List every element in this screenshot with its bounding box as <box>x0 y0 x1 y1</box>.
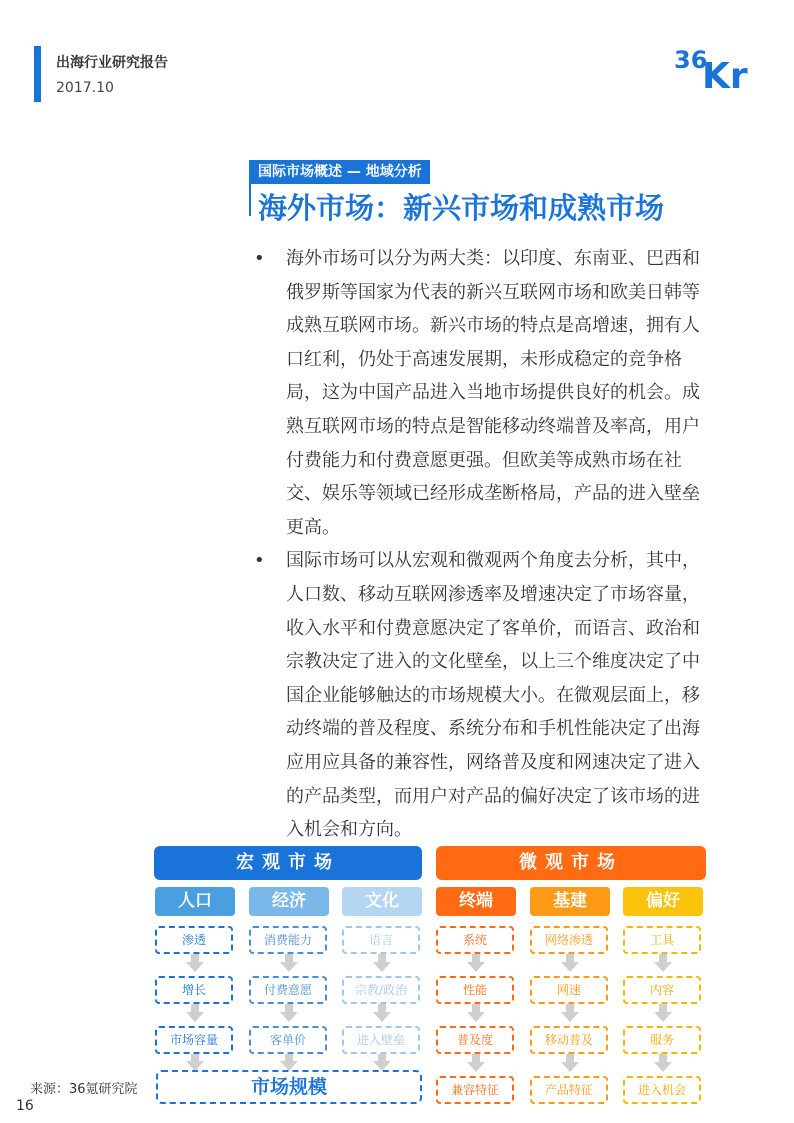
factor-box: 市场容量 <box>155 1026 233 1054</box>
flow-arrow-icon <box>373 962 391 972</box>
category-box: 基建 <box>530 887 610 916</box>
source-note: 来源：36氪研究院 <box>30 1082 138 1097</box>
factor-box: 内容 <box>623 976 701 1004</box>
flow-arrow-stem <box>472 1054 480 1062</box>
factor-box: 增长 <box>155 976 233 1004</box>
factor-box: 语言 <box>342 926 420 954</box>
factor-box: 进入机会 <box>623 1076 701 1104</box>
report-date: 2017.10 <box>56 80 114 96</box>
section-tag: 国际市场概述 — 地域分析 <box>250 160 430 184</box>
flow-arrow-stem <box>659 1004 667 1012</box>
factor-box: 付费意愿 <box>249 976 327 1004</box>
factor-box: 进入壁垒 <box>342 1026 420 1054</box>
flow-arrow-stem <box>191 1004 199 1012</box>
category-box: 偏好 <box>623 887 703 916</box>
flow-arrow-icon <box>186 962 204 972</box>
page-number: 16 <box>16 1098 34 1114</box>
factor-box: 系统 <box>436 926 514 954</box>
flow-arrow-icon <box>561 1062 579 1072</box>
logo-36: 36 <box>674 46 708 74</box>
factor-box: 工具 <box>623 926 701 954</box>
flow-arrow-icon <box>561 962 579 972</box>
flow-arrow-stem <box>659 954 667 962</box>
factor-box: 消费能力 <box>249 926 327 954</box>
flow-arrow-stem <box>659 1054 667 1062</box>
flow-arrow-icon <box>280 962 298 972</box>
flow-arrow-icon <box>280 1012 298 1022</box>
flow-arrow-icon <box>186 1012 204 1022</box>
factor-box: 网络渗透 <box>530 926 608 954</box>
category-box: 经济 <box>249 887 329 916</box>
flow-arrow-stem <box>472 954 480 962</box>
bullet-dot: • <box>254 550 265 572</box>
factor-box: 宗教/政治 <box>342 976 420 1004</box>
flow-arrow-icon <box>467 1012 485 1022</box>
flow-arrow-stem <box>378 954 386 962</box>
flow-arrow-stem <box>285 954 293 962</box>
flow-arrow-stem <box>566 954 574 962</box>
bullet-dot: • <box>254 248 265 269</box>
flow-arrow-stem <box>378 1004 386 1012</box>
factor-box: 普及度 <box>436 1026 514 1054</box>
factor-box: 性能 <box>436 976 514 1004</box>
flow-arrow-stem <box>285 1004 293 1012</box>
flow-arrow-icon <box>561 1012 579 1022</box>
factor-box: 兼容特征 <box>436 1076 514 1104</box>
flow-arrow-stem <box>191 954 199 962</box>
category-box: 人口 <box>155 887 235 916</box>
market-scale-box: 市场规模 <box>156 1070 422 1104</box>
logo-kr: Kr <box>702 56 748 94</box>
bullet-text: 国际市场可以从宏观和微观两个角度去分析，其中，人口数、移动互联网渗透率及增速决定了市场容量，收入水平和付费意愿决定了客单价，而语言、政治和宗教决定了进入的文化壁垒，以上三个维度决定了中国企业能够触达的市场规模大小。在微观层面上，移动终端的普及程度、系统分布和手机性能决定了出海应用应具备的兼容性，网络普及度和网速决定了进入的产品类型，而用户对产品的偏好决定了该市场的进入机会和方向。 <box>286 550 700 841</box>
macro-market-bar: 宏观市场 <box>154 846 422 880</box>
category-box: 文化 <box>342 887 422 916</box>
factor-box: 产品特征 <box>530 1076 608 1104</box>
factor-box: 服务 <box>623 1026 701 1054</box>
flow-arrow-icon <box>654 1062 672 1072</box>
flow-arrow-icon <box>654 1012 672 1022</box>
report-title: 出海行业研究报告 <box>56 55 168 71</box>
flow-arrow-icon <box>467 962 485 972</box>
factor-box: 客单价 <box>249 1026 327 1054</box>
flow-arrow-stem <box>472 1004 480 1012</box>
flow-arrow-stem <box>566 1004 574 1012</box>
factor-box: 移动普及 <box>530 1026 608 1054</box>
factor-box: 渗透 <box>155 926 233 954</box>
bullet-text: 海外市场可以分为两大类：以印度、东南亚、巴西和俄罗斯等国家为代表的新兴互联网市场和欧美日韩等成熟互联网市场。新兴市场的特点是高增速，拥有人口红利，仍处于高速发展期，未形成稳定的竞争格局，这为中国产品进入当地市场提供良好的机会。成熟互联网市场的特点是智能移动终端普及率高，用户付费能力和付费意愿更强。但欧美等成熟市场在社交、娱乐等领域已经形成垄断格局，产品的进入壁垒更高。 <box>286 248 700 538</box>
flow-arrow-icon <box>654 962 672 972</box>
flow-arrow-icon <box>373 1012 391 1022</box>
section-title: 海外市场：新兴市场和成熟市场 <box>258 191 665 225</box>
micro-market-bar: 微观市场 <box>436 846 706 880</box>
factor-box: 网速 <box>530 976 608 1004</box>
flow-arrow-stem <box>566 1054 574 1062</box>
flow-arrow-icon <box>467 1062 485 1072</box>
category-box: 终端 <box>436 887 516 916</box>
